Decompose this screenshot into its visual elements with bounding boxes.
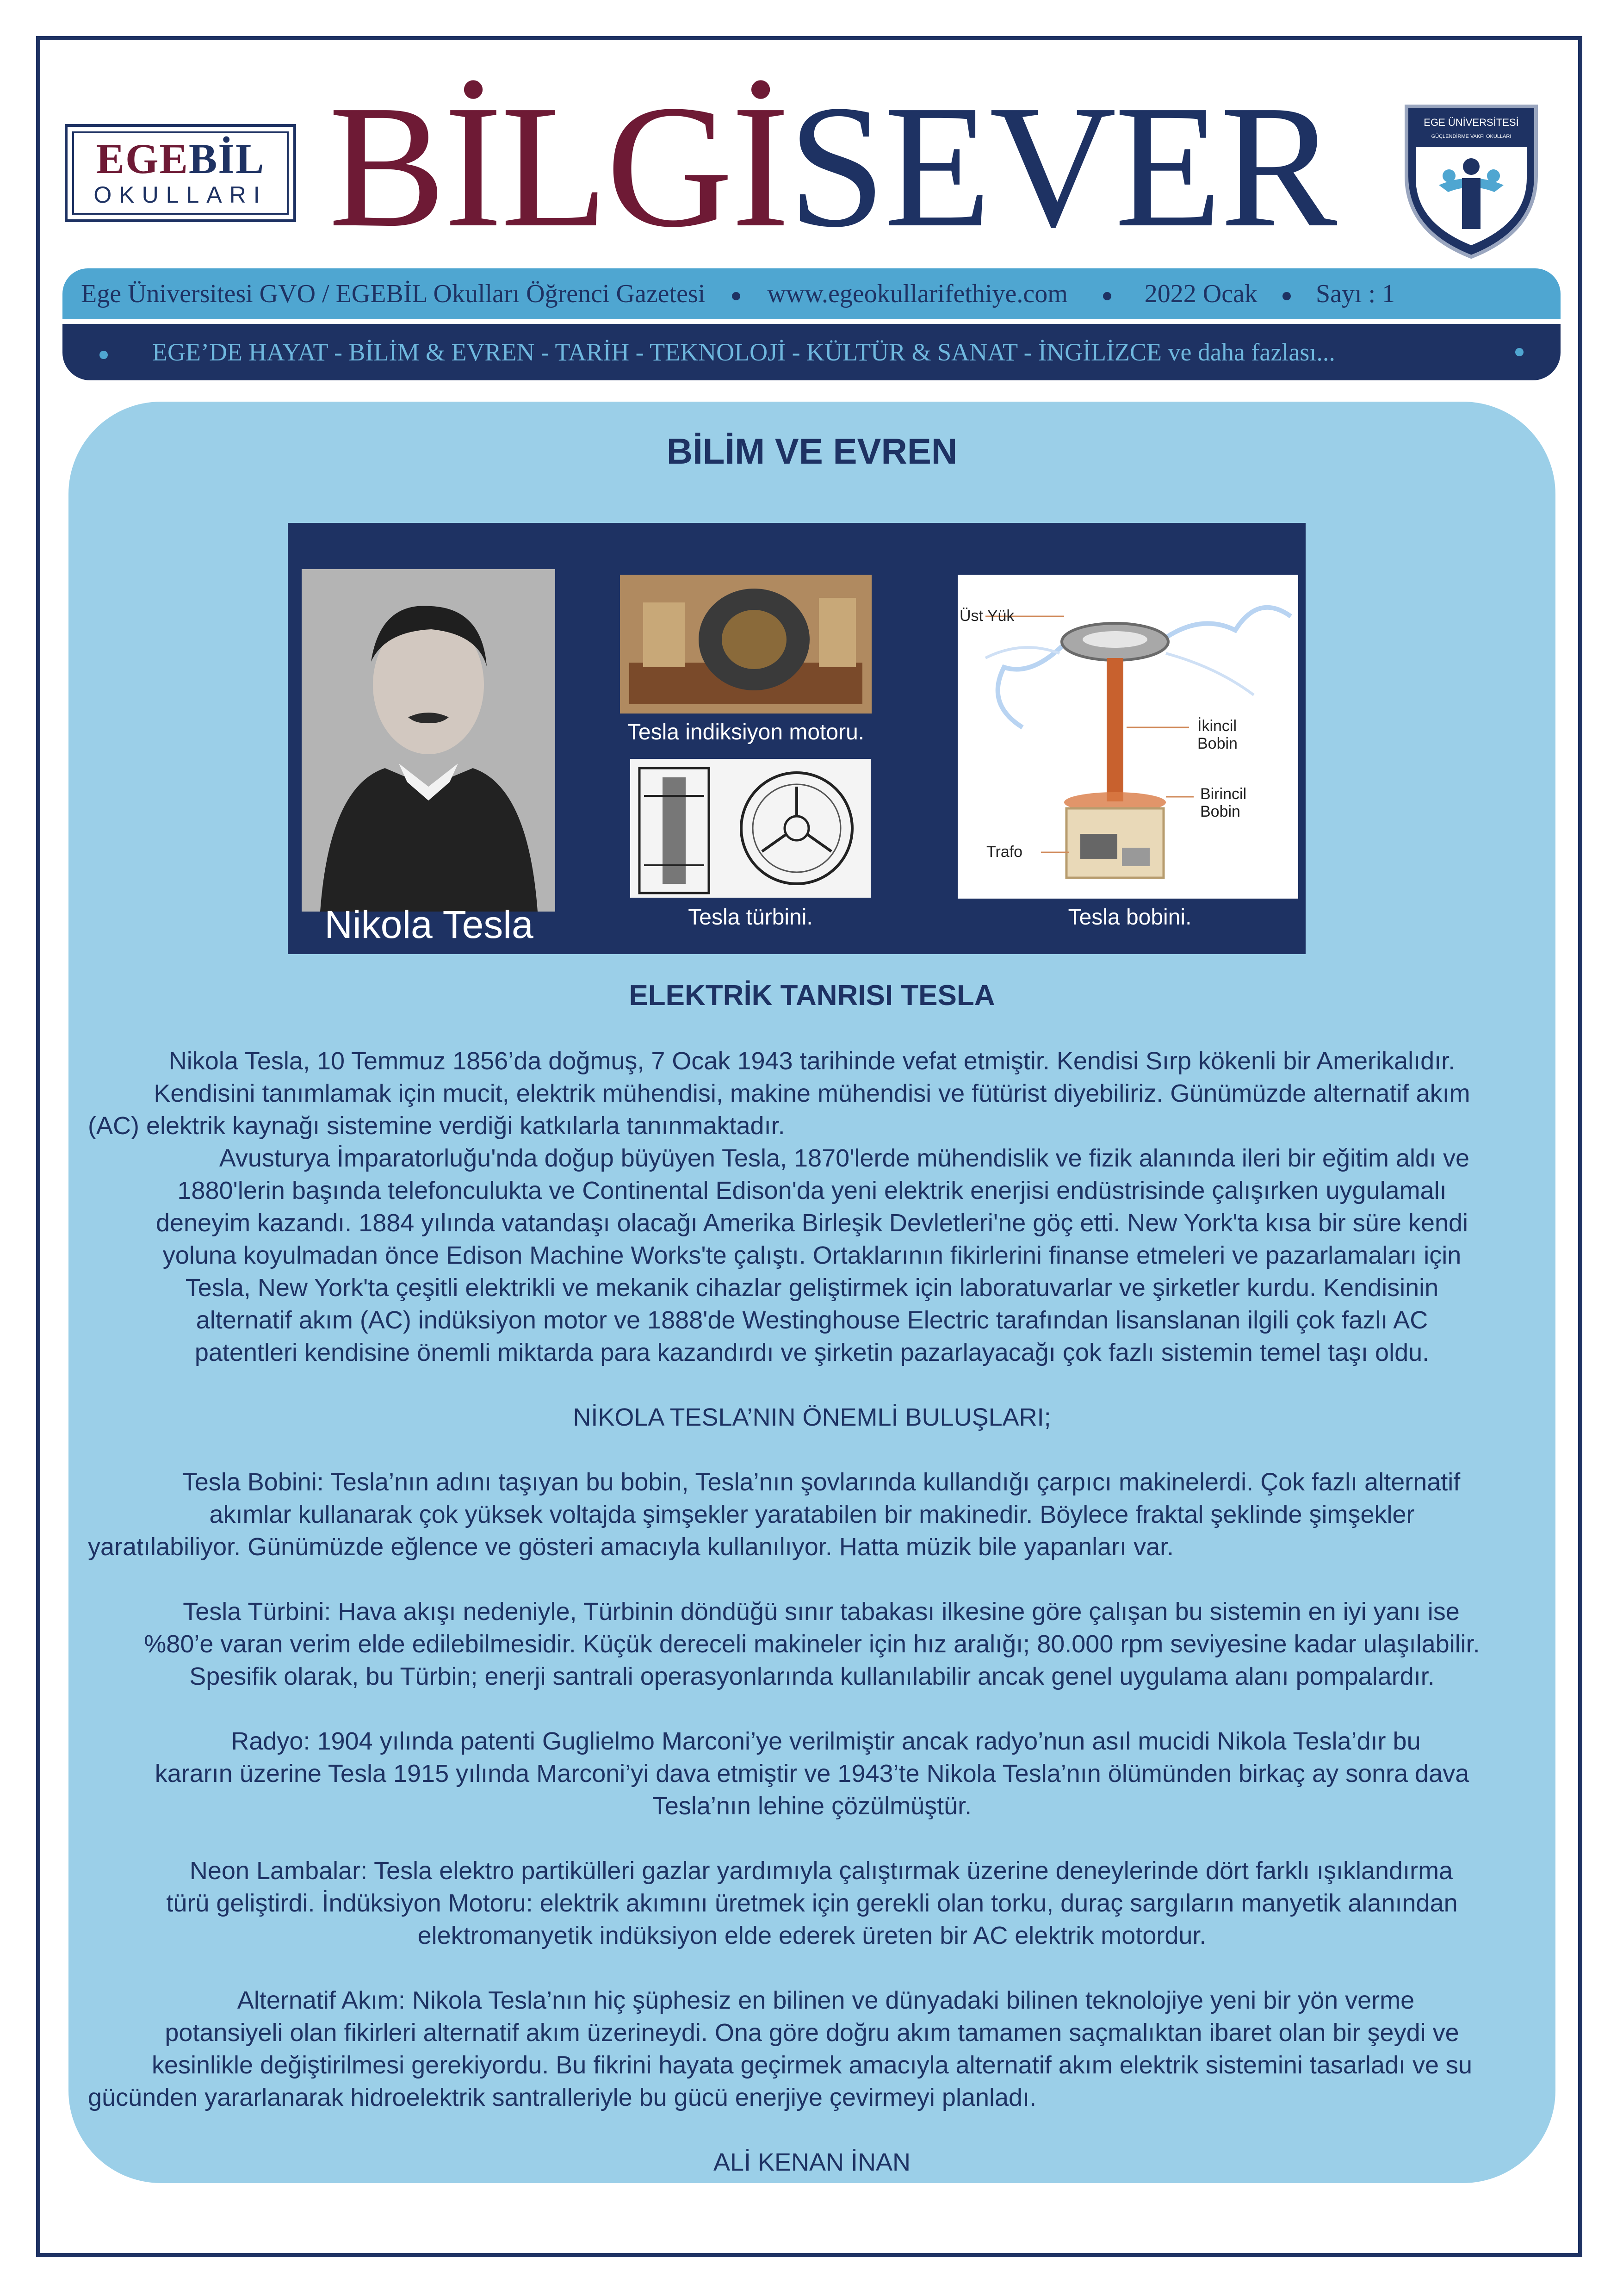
info-bar bbox=[62, 268, 1561, 319]
turbine-paragraph-line: Tesla Türbini: Hava akışı nedeniyle, Türbinin döndüğü sınır tabakası ilkesine göre çalışan bu sistemin en iyi yanı ise bbox=[183, 1598, 1460, 1626]
intro-line: Nikola Tesla, 10 Temmuz 1856’da doğmuş, 7 Ocak 1943 tarihinde vefat etmiştir. Kendisi Sırp kökenli bir Amerikalıdır. bbox=[168, 1047, 1456, 1075]
issue-date: 2022 Ocak bbox=[1144, 279, 1258, 308]
separator-dot-icon bbox=[1282, 292, 1291, 300]
separator-dot-icon bbox=[732, 292, 740, 300]
radio-paragraph-line: Tesla’nın lehine çözülmüştür. bbox=[652, 1792, 972, 1820]
intro-line: 1880'lerin başında telefonculukta ve Continental Edison'da yeni elektrik enerjisi endüstrisinde çalışırken uygulamalı bbox=[177, 1177, 1447, 1204]
separator-dot-icon bbox=[1515, 348, 1524, 356]
inventions-heading: NİKOLA TESLA’NIN ÖNEMLİ BULUŞLARI; bbox=[573, 1403, 1051, 1431]
article-title: ELEKTRİK TANRISI TESLA bbox=[629, 980, 995, 1011]
separator-dot-icon bbox=[99, 351, 108, 359]
figure-block bbox=[288, 523, 1306, 954]
coil-label-transformer: Trafo bbox=[986, 843, 1023, 861]
paper-name: Ege Üniversitesi GVO / EGEBİL Okulları Öğrenci Gazetesi bbox=[81, 279, 706, 308]
induction-motor-image bbox=[620, 575, 872, 714]
intro-line: Avusturya İmparatorluğu'nda doğup büyüyen Tesla, 1870'lerde mühendislik ve fizik alanında ileri bir eğitim aldı ve bbox=[219, 1144, 1470, 1172]
university-badge-icon bbox=[1397, 97, 1545, 264]
portrait-icon bbox=[302, 569, 555, 912]
egebil-logo-bottom: OKULLARI bbox=[93, 182, 267, 208]
masthead-title bbox=[328, 69, 1336, 264]
motor-icon bbox=[620, 575, 872, 714]
ac-paragraph-line: potansiyeli olan fikirleri alternatif akım üzerineydi. Ona göre doğru akım tamamen saçmalıktan ibaret olan bir şeydi ve bbox=[165, 2019, 1459, 2047]
turbine-paragraph-line: Spesifik olarak, bu Türbin; enerji santrali operasyonlarında kullanılabilir ancak genel uygulama alanı pompalardır. bbox=[189, 1663, 1435, 1690]
badge-line-1: EGE ÜNİVERSİTESİ bbox=[1424, 117, 1519, 128]
website-link[interactable]: www.egeokullarifethiye.com bbox=[767, 279, 1068, 308]
intro-line: alternatif akım (AC) indüksiyon motor ve 1888'de Westinghouse Electric tarafından lisanslanan ilgili çok fazlı AC bbox=[196, 1306, 1428, 1334]
sections-list: EGE’DE HAYAT - BİLİM & EVREN - TARİH - TEKNOLOJİ - KÜLTÜR & SANAT - İNGİLİZCE ve daha fazlası... bbox=[152, 338, 1335, 366]
intro-line: (AC) elektrik kaynağı sistemine verdiği katkılarla tanınmaktadır. bbox=[88, 1112, 785, 1140]
author-name: ALİ KENAN İNAN bbox=[713, 2148, 911, 2176]
section-title: BİLİM VE EVREN bbox=[666, 431, 958, 472]
egebil-logo-top: EGEBİL bbox=[96, 135, 265, 182]
coil-paragraph-line: akımlar kullanarak çok yüksek voltajda şimşekler yaratabilen bir makinedir. Böylece fraktal şeklinde şimşekler bbox=[209, 1501, 1415, 1528]
sections-bar bbox=[62, 324, 1561, 380]
motor-caption: Tesla indiksiyon motoru. bbox=[627, 720, 865, 745]
content-panel bbox=[68, 402, 1555, 2183]
masthead-part-1: BİLGİ bbox=[328, 69, 788, 264]
tesla-portrait-image bbox=[302, 569, 555, 912]
intro-line: patentleri kendisine önemli miktarda para kazandırdı ve şirketin pazarlayacağı çok fazlı sistemin temel taşı oldu. bbox=[194, 1339, 1430, 1366]
ac-paragraph-line: Alternatif Akım: Nikola Tesla’nın hiç şüphesiz en bilinen ve dünyadaki bilinen teknolojiye yeni bir yön verme bbox=[237, 1986, 1415, 2014]
coil-label-secondary: İkincil Bobin bbox=[1197, 717, 1238, 752]
portrait-caption: Nikola Tesla bbox=[324, 903, 533, 946]
egebil-logo bbox=[65, 124, 296, 222]
turbine-image bbox=[630, 759, 871, 898]
coil-label-top-load: Üst Yük bbox=[960, 607, 1015, 625]
coil-label-primary: Birincil Bobin bbox=[1200, 785, 1247, 820]
coil-paragraph-line: yaratılabiliyor. Günümüzde eğlence ve gösteri amacıyla kullanılıyor. Hatta müzik bile yapanları var. bbox=[88, 1533, 1174, 1561]
radio-paragraph-line: kararın üzerine Tesla 1915 yılında Marconi’yi dava etmiştir ve 1943’te Nikola Tesla’nın ölümünden birkaç ay sonra dava bbox=[155, 1760, 1469, 1787]
coil-paragraph-line: Tesla Bobini: Tesla’nın adını taşıyan bu bobin, Tesla’nın şovlarında kullandığı çarpıcı makinelerdi. Çok fazlı alternatif bbox=[182, 1468, 1461, 1496]
masthead-part-2: SEVER bbox=[788, 69, 1336, 264]
separator-dot-icon bbox=[1103, 292, 1111, 300]
badge-line-2: GÜÇLENDİRME VAKFI OKULLARI bbox=[1431, 134, 1511, 139]
neon-paragraph-line: Neon Lambalar: Tesla elektro partikülleri gazlar yardımıyla çalıştırmak üzerine deneylerinde dört farklı ışıklandırma bbox=[189, 1857, 1453, 1885]
intro-line: Kendisini tanımlamak için mucit, elektrik mühendisi, makine mühendisi ve fütürist diyebiliriz. Günümüzde alternatif akım bbox=[154, 1080, 1470, 1107]
turbine-caption: Tesla türbini. bbox=[688, 905, 813, 930]
turbine-paragraph-line: %80’e varan verim elde edilebilmesidir. Küçük dereceli makineler için hız aralığı; 80.000 rpm seviyesine kadar ulaşılabilir. bbox=[144, 1630, 1480, 1658]
radio-paragraph-line: Radyo: 1904 yılında patenti Guglielmo Marconi’ye verilmiştir ancak radyo’nun asıl mucidi Nikola Tesla’dır bu bbox=[231, 1727, 1421, 1755]
ac-paragraph-line: kesinlikle değiştirilmesi gerekiyordu. Bu fikrini hayata geçirmek amacıyla alternatif akım elektrik sistemini tasarladı ve su bbox=[151, 2051, 1473, 2079]
article-body bbox=[88, 1045, 1536, 2178]
turbine-icon bbox=[630, 759, 871, 898]
intro-line: yoluna koyulmadan önce Edison Machine Works'te çalıştı. Ortaklarının fikirlerini finanse etmeleri ve pazarlamaları için bbox=[162, 1241, 1462, 1269]
intro-line: deneyim kazandı. 1884 yılında vatandaşı olacağı Amerika Birleşik Devletleri'ne göç etti. New York'ta kısa bir süre kendi bbox=[155, 1209, 1468, 1237]
intro-line: Tesla, New York'ta çeşitli elektrikli ve mekanik cihazlar geliştirmek için laboratuvarlar ve şirketler kurdu. Kendisinin bbox=[185, 1274, 1439, 1302]
issue-number: Sayı : 1 bbox=[1315, 279, 1395, 308]
coil-caption: Tesla bobini. bbox=[1068, 905, 1192, 930]
neon-paragraph-line: elektromanyetik indüksiyon elde ederek üreten bir AC elektrik motordur. bbox=[417, 1922, 1207, 1949]
tesla-coil-diagram bbox=[958, 575, 1298, 899]
neon-paragraph-line: türü geliştirdi. İndüksiyon Motoru: elektrik akımını üretmek için gerekli olan torku, duraç sargıların manyetik alanından bbox=[166, 1889, 1458, 1917]
ac-paragraph-line: gücünden yararlanarak hidroelektrik santralleriyle bu gücü enerjiye çevirmeyi planladı. bbox=[88, 2084, 1037, 2111]
